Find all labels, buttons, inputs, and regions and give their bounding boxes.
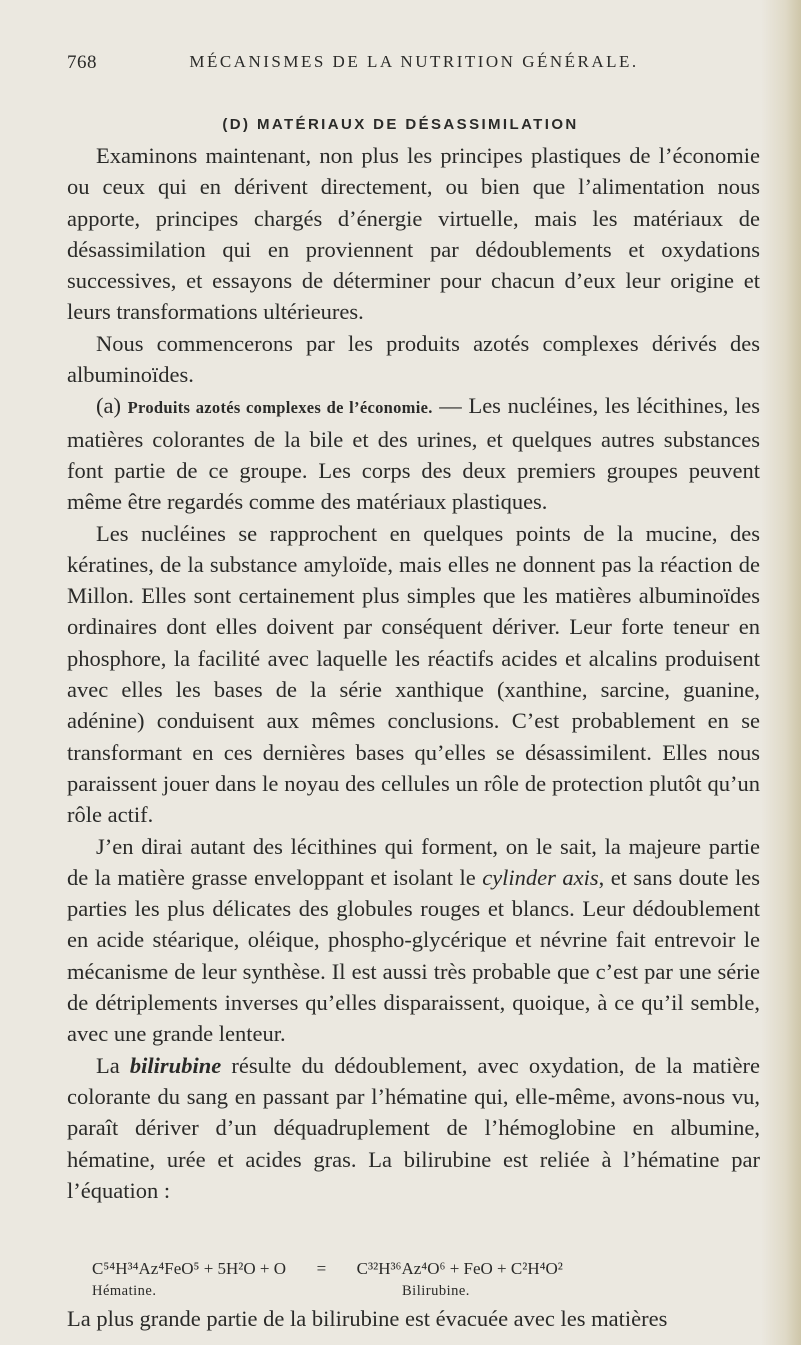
paragraph-3 [67,390,760,517]
equation-left-formula: C⁵⁴H³⁴Az⁴FeO⁵ + 5H²O + O [92,1259,287,1278]
running-title: MÉCANISMES DE LA NUTRITION GÉNÉRALE. [189,52,639,71]
paragraph-5 [67,831,760,1050]
chemical-equation [92,1259,782,1309]
paragraph-6-text-a: La [96,1052,130,1078]
paragraph-3-text: — Les nucléines, les lécithines, les matières colorantes de la bile et des urines, et quelques autres substances font partie de ce groupe. Les corps des deux premiers groupes peuvent même être regardés comme des matériaux plastiques. [67,393,760,515]
section-heading: (D) MATÉRIAUX DE DÉSASSIMILATION [222,116,579,133]
equation-right-formula: C³²H³⁶Az⁴O⁶ + FeO + C²H⁴O² [356,1259,563,1278]
paragraph-6 [67,1050,760,1206]
term-cylinder-axis: cylinder axis [482,864,599,890]
paragraph-5-text-a: J’en dirai autant des lécithines qui forment, on le sait, la majeure partie de la matière grasse enveloppant et isolant le [67,833,760,890]
page-number: 768 [67,52,97,73]
paragraph-5-text-b: , et sans doute les parties les plus délicates des globules rouges et blancs. Leur dédoublement en acide stéarique, oléique, phospho-glycérique et névrine fait entrevoir le mécanisme de leur synthèse. Il est aussi très probable que c’est par une série de détriplements inverses qu’elles disparaissent, quoique, à ce qu’il semble, avec une grande lenteur. [67,864,761,1047]
paragraph-7-start: La plus grande partie de la bilirubine est évacuée avec les matières [67,1306,668,1331]
label-hematine: Hématine. [92,1283,157,1299]
body-text [67,140,760,1206]
equation-line [92,1259,563,1279]
subsection-title: Produits azotés complexes de l’économie. [127,398,433,418]
paragraph-6-text-b: résulte du dédoublement, avec oxydation, de la matière colorante du sang en passant par l’hématine qui, elle-même, avons-nous vu, paraît dériver d’un déquadruplement de l’hémoglobine en albumine, hématine, urée et acides gras. La bilirubine est reliée à l’hématine par l’équation : [67,1052,760,1203]
paragraph-2: Nous commencerons par les produits azotés complexes dérivés des albuminoïdes. [67,330,760,388]
paragraph-4: Les nucléines se rapprochent en quelques points de la mucine, des kératines, de la substance amyloïde, mais elles ne donnent pas la réaction de Millon. Elles sont certainement plus simples que les matières albuminoïdes ordinaires dont elles doivent par conséquent dériver. Leur forte teneur en phosphore, la facilité avec laquelle les réactifs acides et alcalins produisent avec elles les bases de la série xanthique (xanthine, sarcine, guanine, adénine) conduisent aux mêmes conclusions. C’est probablement en se transformant en ces dernières bases qu’elles se désassimilent. Elles nous paraissent jouer dans le noyau des cellules un rôle de protection plutôt qu’un rôle actif. [67,520,760,828]
equation-equals-sign: = [316,1259,327,1278]
subsection-label: (a) [96,393,121,419]
term-bilirubine: bilirubine [129,1052,222,1078]
running-header [67,52,761,78]
label-bilirubine: Bilirubine. [402,1283,470,1299]
paragraph-1: Examinons maintenant, non plus les principes plastiques de l’économie ou ceux qui en dérivent directement, ou bien que l’alimentation nous apporte, principes chargés d’énergie virtuelle, mais les matériaux de désassimilation qui en proviennent par dédoublements et oxydations successives, et essayons de déterminer pour chacun d’eux leur origine et leurs transformations ultérieures. [67,143,760,325]
page-edge-shadow [761,0,801,1345]
